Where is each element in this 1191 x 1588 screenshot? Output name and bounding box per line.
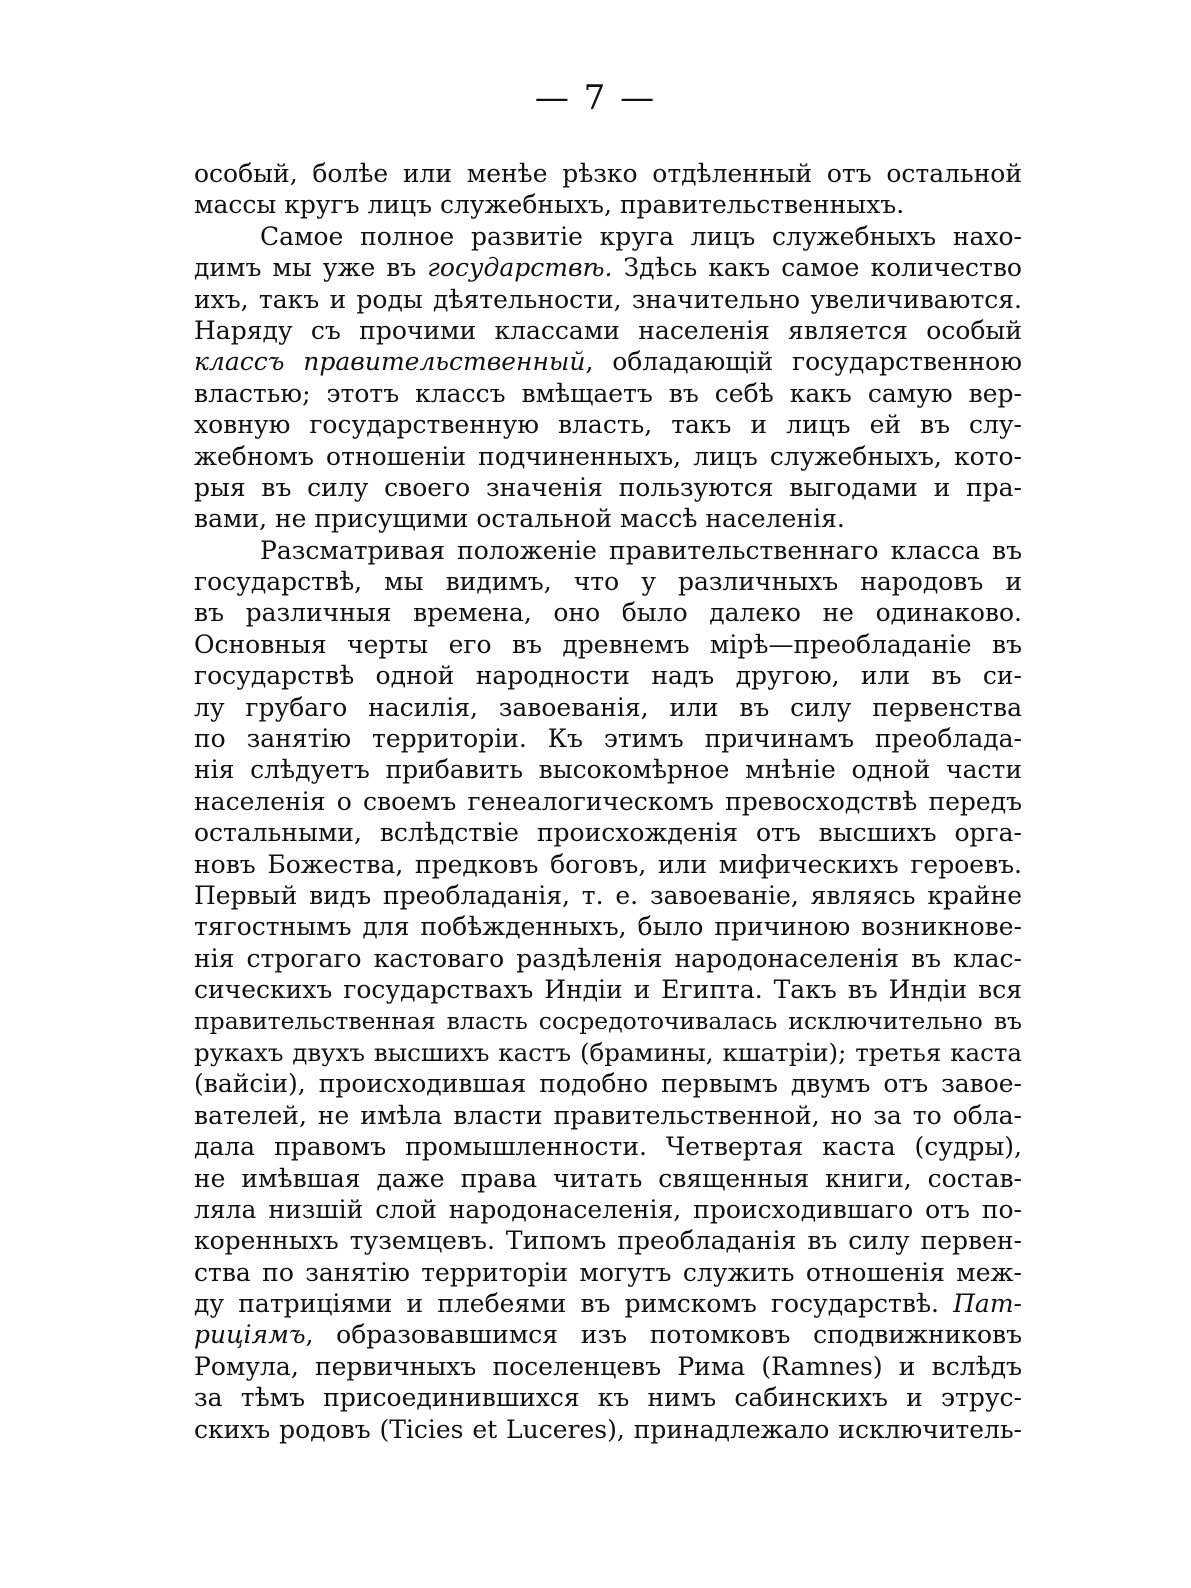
italic-text: государствѣ. [427, 253, 613, 283]
text-line: государствѣ, мы видимъ, что у различныхъ народовъ и [194, 567, 1022, 597]
text-line: жебномъ отношеніи подчиненныхъ, лицъ служебныхъ, кото- [194, 441, 1022, 471]
text-line: не имѣвшая даже права читать священныя книги, состав- [194, 1163, 1022, 1193]
text-line [194, 1319, 1022, 1350]
text-line: ляла низшій слой народонаселенія, происходившаго отъ по- [194, 1194, 1022, 1224]
text-line: нія слѣдуетъ прибавить высокомѣрное мнѣніе одной части [194, 755, 1022, 785]
text-line [194, 346, 1022, 377]
text-line: особый, болѣе или менѣе рѣзко отдѣленный отъ остальной [194, 159, 1022, 188]
text-span: ду патриціями и плебеями въ римскомъ государствѣ. [194, 1289, 954, 1319]
text-span: димъ мы уже въ [194, 253, 428, 283]
text-line: Основныя черты его въ древнемъ мірѣ—преобладаніе въ [194, 629, 1022, 659]
text-line: населенія о своемъ генеалогическомъ превосходствѣ передъ [194, 786, 1022, 816]
text-line: скихъ родовъ (Ticies et Luceres), принадлежало исключитель- [194, 1414, 1022, 1444]
text-line: вателей, не имѣла власти правительственной, но за то обла- [194, 1100, 1022, 1130]
text-line: новъ Божества, предковъ боговъ, или мифическихъ героевъ. [194, 849, 1022, 879]
text-line: ства по занятію территоріи могутъ служить отношенія меж- [194, 1257, 1022, 1287]
text-line: Наряду съ прочими классами населенія является особый [194, 315, 1022, 345]
text-line: тягостнымъ для побѣжденныхъ, было причиною возникнове- [194, 912, 1022, 942]
text-line: рыя въ силу своего значенія пользуются выгодами и пра- [194, 472, 1022, 502]
text-line: дала правомъ промышленности. Четвертая каста (судры), [194, 1132, 1022, 1162]
text-line: (вайсіи), происходившая подобно первымъ двумъ отъ завое- [194, 1069, 1022, 1099]
text-line: сическихъ государствахъ Индіи и Египта. Такъ въ Индіи вся [194, 975, 1022, 1005]
text-line [194, 1288, 1022, 1319]
page-number: — 7 — [534, 78, 657, 118]
text-line: за тѣмъ присоединившихся къ нимъ сабинскихъ и этрус- [194, 1383, 1022, 1413]
text-line: вами, не присущими остальной массѣ населенія. [194, 504, 845, 534]
text-span: Здѣсь какъ самое количество [612, 253, 1022, 283]
text-line [194, 252, 1022, 283]
text-line: Разсматривая положеніе правительственнаго класса въ [260, 535, 1022, 565]
text-line: по занятію территоріи. Къ этимъ причинамъ преоблада- [194, 724, 1022, 754]
text-line: лу грубаго насилія, завоеванія, или въ силу первенства [194, 692, 1022, 722]
body-text [194, 158, 1022, 1445]
text-line: властью; этотъ классъ вмѣщаетъ въ себѣ какъ самую вер- [194, 378, 1022, 408]
text-line: остальными, вслѣдствіе происхожденія отъ высшихъ орга- [194, 818, 1022, 848]
text-line: нія строгаго кастоваго раздѣленія народонаселенія въ клас- [194, 943, 1022, 973]
text-line: ховную государственную власть, такъ и лицъ ей въ слу- [194, 410, 1022, 440]
text-line: Самое полное развитіе круга лицъ служебныхъ нахо- [260, 221, 1022, 251]
text-line: Ромула, первичныхъ поселенцевъ Рима (Ramnes) и вслѣдъ [194, 1351, 1022, 1381]
text-line: массы кругъ лицъ служебныхъ, правительственныхъ. [194, 190, 905, 220]
text-span: , обладающій государственною [585, 347, 1022, 377]
text-line: государствѣ одной народности надъ другою, или въ си- [194, 661, 1022, 691]
text-line: въ различныя времена, оно было далеко не одинаково. [194, 598, 1022, 628]
text-span: , образовавшимся изъ потомковъ сподвижниковъ [305, 1320, 1022, 1350]
italic-text: риціямъ [194, 1320, 306, 1350]
text-line: коренныхъ туземцевъ. Типомъ преобладанія въ силу первен- [194, 1226, 1022, 1256]
italic-text: Пат- [953, 1289, 1022, 1319]
text-line: Первый видъ преобладанія, т. е. завоеваніе, являясь крайне [194, 880, 1022, 910]
italic-text: классъ правительственный [194, 347, 586, 377]
text-line: ихъ, такъ и роды дѣятельности, значительно увеличиваются. [194, 284, 1022, 314]
text-line: правительственная власть сосредоточивалась исключительно въ [194, 1006, 1022, 1035]
text-line: рукахъ двухъ высшихъ кастъ (брамины, кшатріи); третья каста [194, 1037, 1022, 1067]
